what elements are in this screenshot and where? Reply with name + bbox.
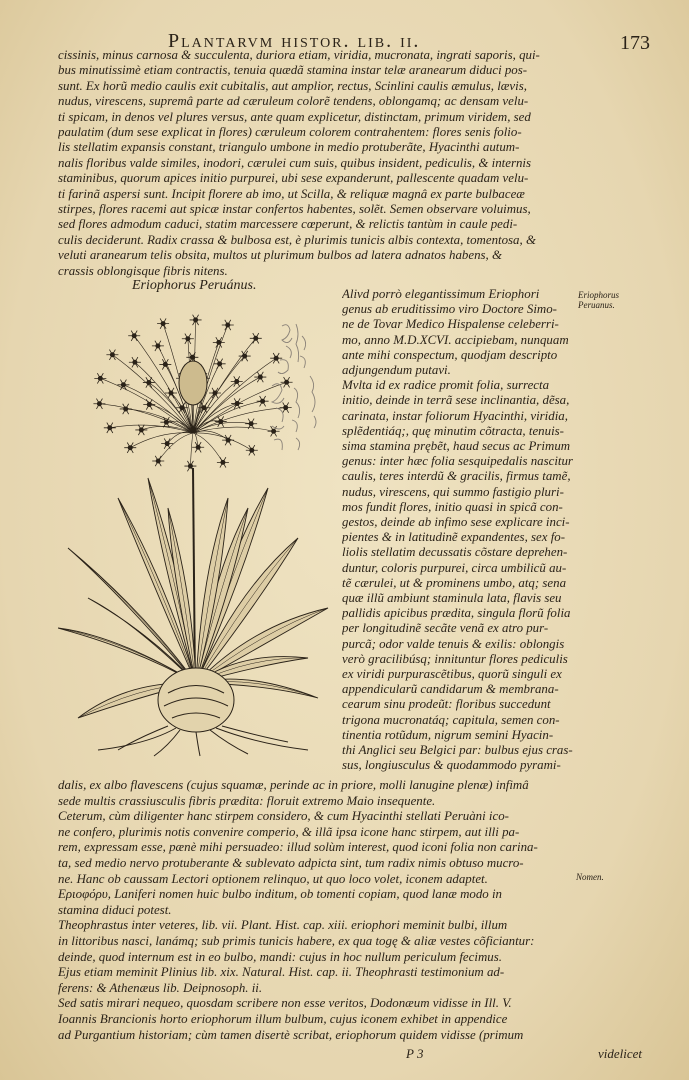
text-line: paulatim (dum sese explicat in flores) cæruleum colorem contrahentem: flores senis folio- bbox=[58, 125, 522, 140]
text-line: carinata, instar foliorum Hyacinthi, viridia, bbox=[342, 408, 568, 423]
text-line: genus ab eruditissimo viro Doctore Simo- bbox=[342, 302, 557, 317]
text-line: sima stamina prębẽt, haud secus ac Primum bbox=[342, 439, 571, 454]
text-line: Ioannis Brancionis horto eriophorum illum bulbum, cujus iconem exhibet in appendice bbox=[58, 1011, 508, 1026]
text-line: sede multis crassiusculis fibris prædita: floruit extremo Maio insequente. bbox=[58, 793, 436, 808]
text-line: tẽ cærulei, ut & prominens umbo, atq; sena bbox=[342, 575, 567, 590]
text-line: sus, longiusculus & quodammodo pyrami- bbox=[342, 758, 561, 773]
text-line: rem, expressam esse, pænè mihi persuadeo: illud solùm interest, quod iconi folia non carina- bbox=[58, 840, 538, 855]
text-line: culis deciderunt. Radix crassa & bulbosa est, è plurimis tunicis albis contexta, tomentosa, & bbox=[58, 232, 536, 247]
text-line: Theophrastus inter veteres, lib. vii. Plant. Hist. cap. xiii. eriophori meminit bulbi, illum bbox=[58, 918, 508, 933]
text-line: Sed satis mirari nequeo, quosdam scribere non esse veritos, Dodonæum vidisse in Ill. V. bbox=[58, 996, 512, 1011]
text-line: nudus, virescens, supremâ parte ad cæruleum colorẽ tendens, oblongamq; ac densam velu- bbox=[58, 94, 529, 109]
catchword: videlicet bbox=[598, 1046, 643, 1061]
text-line: mo, anno M.D.XCVI. accipiebam, nunquam bbox=[342, 332, 569, 347]
margin-note-name: Nomen. bbox=[576, 872, 604, 882]
margin-note-species bbox=[578, 290, 619, 310]
text-line: ne de Tovar Medico Hispalense celeberri- bbox=[342, 317, 559, 332]
running-title: Plantarvm histor. lib. ii. bbox=[168, 30, 421, 52]
text-line: nalis floribus valde similes, inodori, cærulei cum suis, quibus insident, pediculis, & internis bbox=[58, 155, 532, 170]
text-line: ante mihi conspectum, quodjam descripto bbox=[342, 347, 558, 362]
text-line: Ceterum, cùm diligenter hanc stirpem considero, & cum Hyacinthi stellati Peruàni ico- bbox=[58, 809, 509, 824]
text-line: duntur, coloris purpurei, circa umbilicũ au- bbox=[342, 560, 567, 575]
text-line: tinentia rotũdum, nigrum semini Hyacin- bbox=[342, 727, 554, 742]
text-line: Εριοφόρυ, Laniferi nomen huic bulbo inditum, ob tomenti copiam, quod lanæ modo in bbox=[58, 887, 502, 902]
text-line: quæ illũ ambiunt staminula lata, flavis seu bbox=[342, 591, 562, 606]
text-line: pientes & in latitudinẽ expandentes, sex fo- bbox=[342, 530, 566, 545]
text-line: adjungendum putavi. bbox=[342, 363, 451, 378]
text-line: initio, deinde in terrã sese inclinantia, dẽsa, bbox=[342, 393, 570, 408]
text-line: bus minutissimè etiam contractis, tenuia quædã stamina instar telæ aranearum diduci pos- bbox=[58, 63, 528, 78]
text-line: ta, sed medio nervo protuberante & sublevato adpicta sint, tum radix nimis obtuso mucro- bbox=[58, 855, 524, 870]
text-line: in littoribus nasci, lanámq; sub primis tunicis habere, ex qua togę & aliæ vestes cõficiantur: bbox=[58, 933, 535, 948]
text-line: dalis, ex albo flavescens (cujus squamæ, perinde ac in priore, molli lanugine plenæ) infimâ bbox=[58, 778, 529, 792]
text-line: staminibus, quorum apices initio purpurei, ubi sese expanderunt, pallescente quadam velu- bbox=[58, 171, 529, 186]
text-line: genus: inter hæc folia sesquipedalis nascitur bbox=[342, 454, 573, 469]
text-line: ti spicam, in denos vel plures versus, ante quam explicetur, distinctam, primum viridem, sed bbox=[58, 109, 531, 124]
text-line: deinde, quod internum est in eo bulbo, mandi: cujus in hoc nullum periculum fecimus. bbox=[58, 949, 502, 964]
text-line: ne confero, plurimis notis convenire comperio, & illã ipsa icone hanc stirpem, aut illi pa- bbox=[58, 824, 520, 839]
text-line: Ejus etiam meminit Plinius lib. xix. Natural. Hist. cap. ii. Theophrasti testimonium ad- bbox=[58, 965, 505, 980]
text-line: thi Anglici seu Belgici par: bulbus ejus cras- bbox=[342, 743, 573, 758]
text-line: Mvlta id ex radice promit folia, surrecta bbox=[342, 378, 550, 393]
text-line: pallidis apicibus prædita, singula florũ folia bbox=[342, 606, 571, 621]
text-line: Alivd porrò elegantissimum Eriophori bbox=[342, 287, 540, 301]
text-line: stamina diduci potest. bbox=[58, 902, 172, 917]
margin-note-line: Peruanus. bbox=[578, 300, 615, 310]
signature-mark: P 3 bbox=[406, 1046, 424, 1061]
text-line: verò gracilibúsq; innituntur flores pediculis bbox=[342, 651, 568, 666]
text-line: trigona mucronatáq; capitula, semen con- bbox=[342, 712, 560, 727]
text-line: lis stellatim expansis constant, triangulo umbone in medio protuberãte, Hyacinthi autum- bbox=[58, 140, 520, 155]
text-line: ferens: & Athenæus lib. Deipnosoph. ii. bbox=[58, 980, 263, 995]
top-paragraph bbox=[58, 48, 574, 279]
text-line: stirpes, flores racemi aut spicæ instar confertos habentes, solẽt. Semen observare voluimus, bbox=[58, 202, 531, 217]
margin-note-line: Eriophorus bbox=[578, 290, 620, 300]
text-line: sed flores admodum caduci, statim marcessere cœperunt, & relictis tantùm in caule pedi- bbox=[58, 217, 518, 232]
text-line: gestos, deinde ab infimo sese explicare inci- bbox=[342, 515, 570, 530]
text-line: veluti aranearum telis obsita, multos ut plurimum bulbos ad latera adnatos habens, & bbox=[58, 248, 503, 263]
handwritten-pencil-annotation bbox=[262, 316, 332, 476]
text-line: nudus, virescens, qui summo fastigio pluri- bbox=[342, 484, 564, 499]
text-line: cearum sinu prodeũt: floribus succedunt bbox=[342, 697, 551, 712]
right-column-text bbox=[342, 287, 574, 774]
page-number: 173 bbox=[620, 32, 650, 54]
text-line: liolis stellatim decussatis cõstare deprehen- bbox=[342, 545, 568, 560]
text-line: mos fundit flores, initio quasi in spicã con- bbox=[342, 499, 563, 514]
text-line: ad Purgantium historiam; cùm tamen disertè scribat, eriophorum quidem vidisse (primum bbox=[58, 1027, 524, 1042]
figure-caption: Eriophorus Peruánus. bbox=[132, 278, 257, 293]
text-line: cissinis, minus carnosa & succulenta, duriora etiam, viridia, mucronata, ingrati saporis, qui- bbox=[58, 48, 540, 62]
text-line: ne. Hanc ob caussam Lectori optionem relinquo, ut quo loco volet, iconem adaptet. bbox=[58, 871, 488, 886]
text-line: appendicularũ candidarum & membrana- bbox=[342, 682, 559, 697]
text-line: sunt. Ex horũ medio caulis exit cubitalis, aut amplior, rectus, Scinlini caulis æmulus, lævis, bbox=[58, 78, 527, 93]
text-line: caulis, teres interdũ & gracilis, firmus tamẽ, bbox=[342, 469, 571, 484]
text-line: ex viridi purpurascẽtibus, quorũ singuli ex bbox=[342, 667, 562, 682]
text-line: crassis oblongisque fibris nitens. bbox=[58, 263, 228, 278]
text-line: purcã; odor valde tenuis & exilis: oblongis bbox=[342, 636, 565, 651]
text-line: splẽdentiáq;, quę minutim cõtracta, tenuis- bbox=[342, 423, 564, 438]
bottom-paragraph bbox=[58, 778, 574, 1043]
text-line: ti farinã aspersi sunt. Incipit florere ab imo, ut Scilla, & reliquæ magnâ ex parte bulbaceæ bbox=[58, 186, 525, 201]
text-line: per longitudinẽ secãte venã ex atro pur- bbox=[342, 621, 549, 636]
